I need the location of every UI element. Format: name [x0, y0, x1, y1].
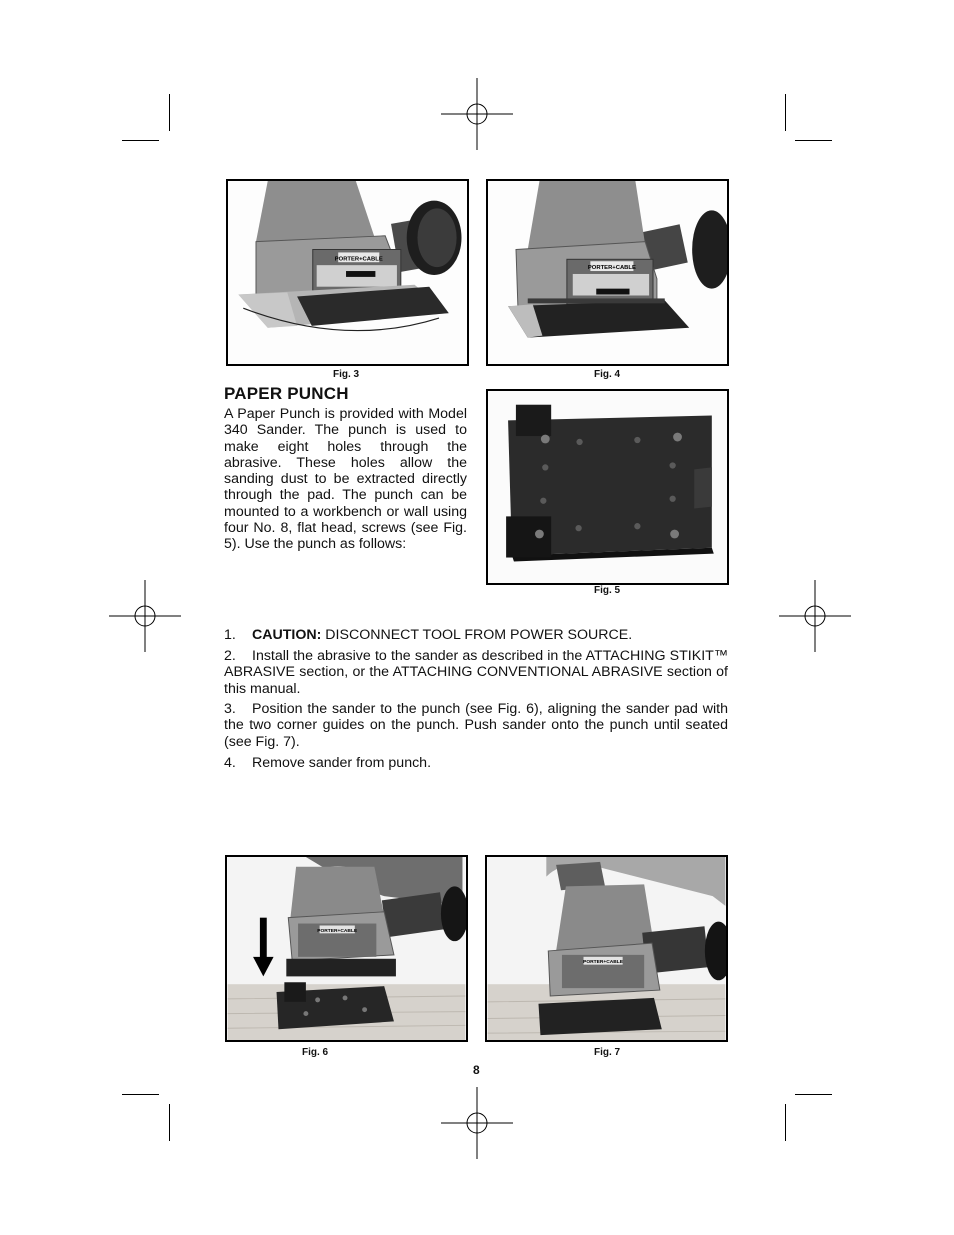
fig6-label-brand: PORTER+CABLE: [317, 928, 358, 934]
step-4: [224, 755, 728, 771]
step-1-text: DISCONNECT TOOL FROM POWER SOURCE.: [321, 627, 633, 643]
registration-mark-bottom: [441, 1087, 513, 1159]
crop-mark-bl-h: [122, 1094, 159, 1095]
step-3-number: 3.: [224, 701, 236, 717]
step-2-text: Install the abrasive to the sander as described in the ATTACHING STIKIT™ ABRASIVE section, or the ATTACHING CONVENTIONAL ABRASIVE section of this manual.: [224, 648, 728, 697]
section-intro: A Paper Punch is provided with Model 340 Sander. The punch is used to make eight holes through the abrasive. These holes allow the sanding dust to be extracted directly through the pad. The punch can be mounted to a workbench or wall using four No. 8, flat head, screws (see Fig. 5). Use the punch as follows:: [224, 406, 467, 553]
figure-4-caption: Fig. 4: [594, 369, 621, 380]
figure-5-photo: [486, 389, 729, 585]
step-4-text: Remove sander from punch.: [252, 755, 432, 771]
step-2-number: 2.: [224, 648, 236, 664]
crop-mark-tl-v: [169, 94, 170, 131]
figure-4-photo: [486, 179, 729, 366]
crop-mark-br-v: [785, 1104, 786, 1141]
step-3-text: Position the sander to the punch (see Fig. 6), aligning the sander pad with the two corner guides on the punch. Push sander onto the punch until seated (see Fig. 7).: [224, 701, 728, 750]
crop-mark-bl-v: [169, 1104, 170, 1141]
fig3-label-brand: PORTER+CABLE: [334, 256, 383, 263]
registration-mark-left: [109, 580, 181, 652]
section-heading: PAPER PUNCH: [224, 384, 349, 403]
step-2: [224, 648, 728, 697]
figure-3-photo: [226, 179, 469, 366]
page-number: 8: [473, 1063, 480, 1077]
figure-3-caption: Fig. 3: [333, 369, 360, 380]
crop-mark-br-h: [795, 1094, 832, 1095]
figure-5-caption: Fig. 5: [594, 585, 621, 596]
crop-mark-tl-h: [122, 140, 159, 141]
crop-mark-tr-h: [795, 140, 832, 141]
figure-7-caption: Fig. 7: [594, 1047, 621, 1058]
step-3: [224, 701, 728, 750]
crop-mark-tr-v: [785, 94, 786, 131]
figure-7-photo: [485, 855, 728, 1042]
figure-6-caption: Fig. 6: [302, 1047, 329, 1058]
step-1: [224, 627, 728, 643]
step-1-caution: CAUTION:: [252, 627, 322, 643]
figure-6-photo: [225, 855, 468, 1042]
registration-mark-right: [779, 580, 851, 652]
step-1-number: 1.: [224, 627, 236, 643]
fig4-label-brand: PORTER+CABLE: [587, 265, 636, 272]
registration-mark-top: [441, 78, 513, 150]
step-4-number: 4.: [224, 755, 236, 771]
fig7-label-brand: PORTER+CABLE: [583, 960, 624, 966]
